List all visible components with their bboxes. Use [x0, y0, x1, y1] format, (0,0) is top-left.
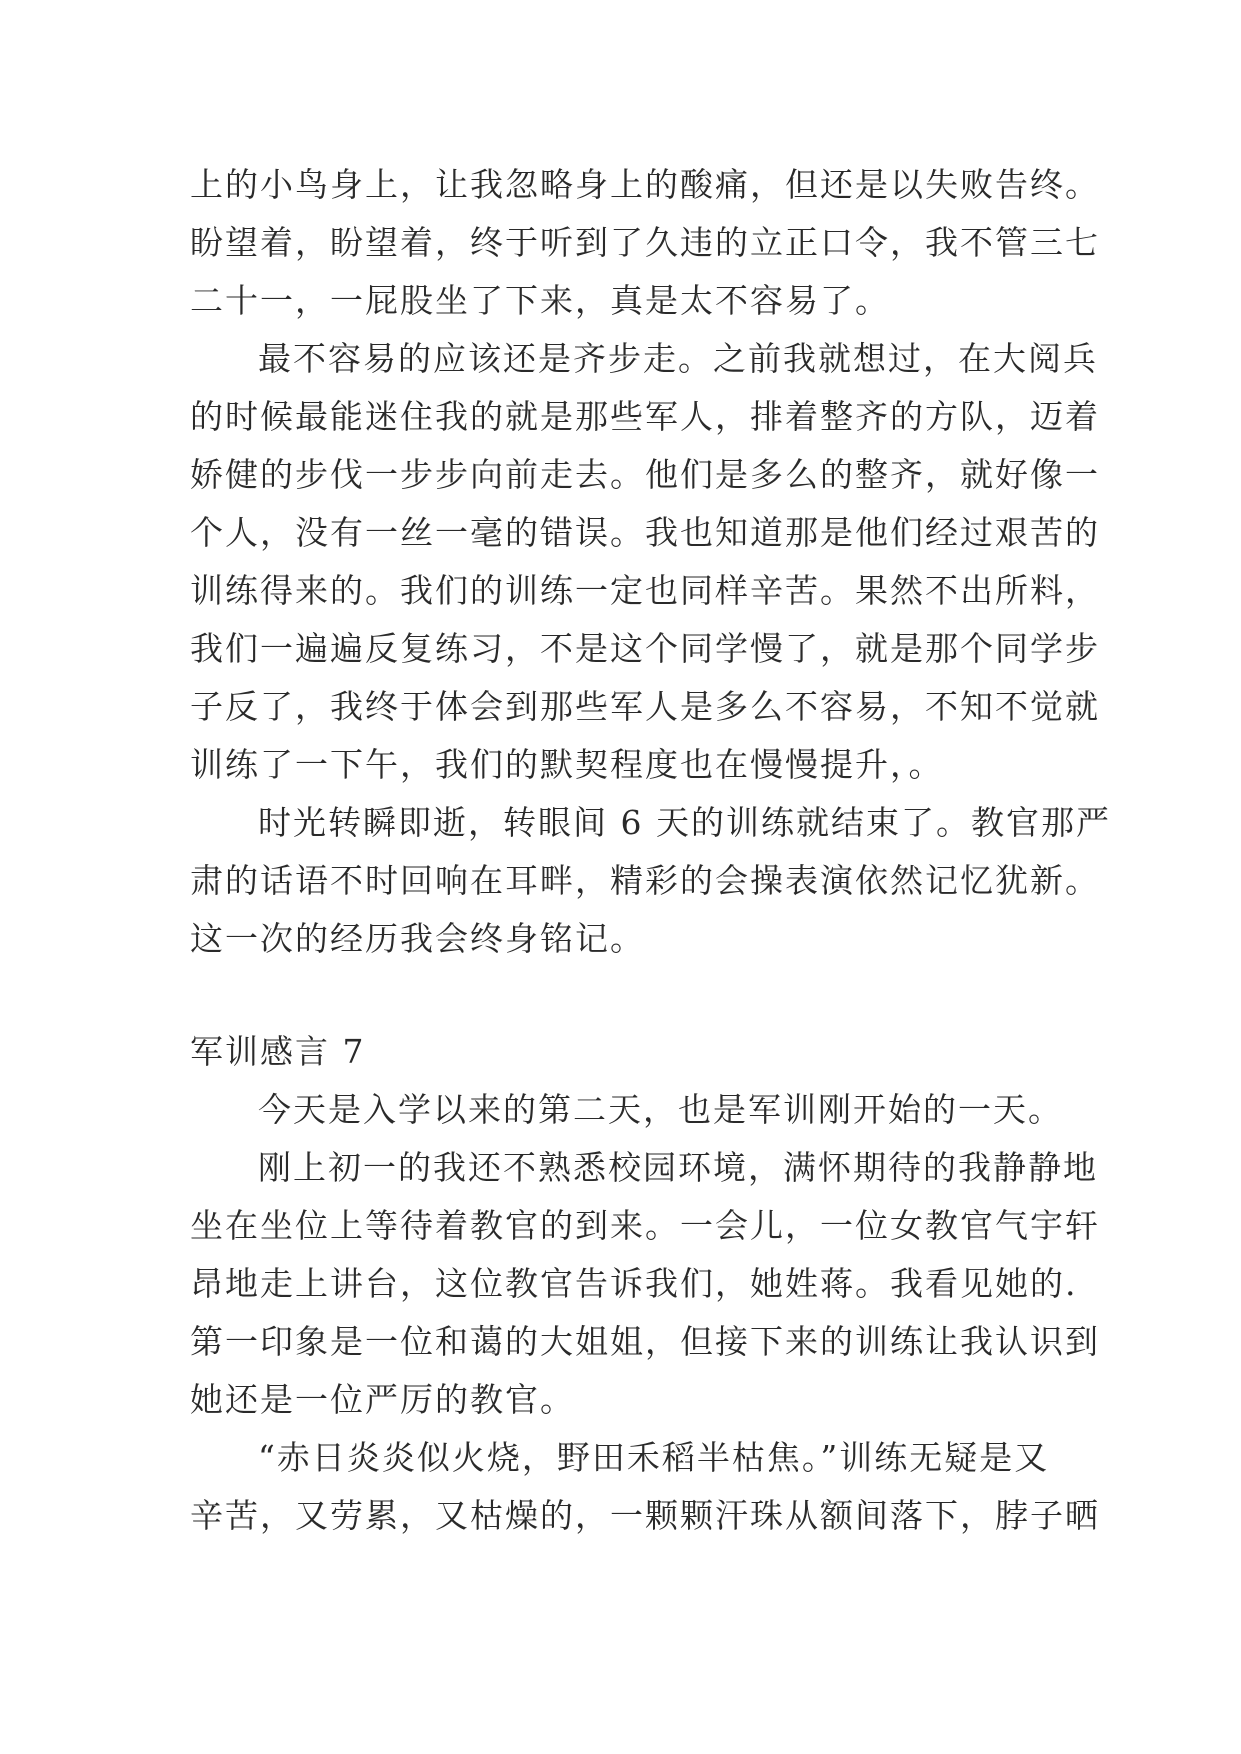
paragraph-line: 的时候最能迷住我的就是那些军人，排着整齐的方队，迈着: [190, 397, 1100, 436]
paragraph-line: 辛苦，又劳累，又枯燥的，一颗颗汗珠从额间落下，脖子晒: [190, 1496, 1100, 1535]
section-1-body: [190, 156, 1111, 968]
paragraph-line: 训练得来的。我们的训练一定也同样辛苦。果然不出所料，: [190, 571, 1100, 610]
section-heading: 军训感言 7: [190, 1032, 366, 1071]
paragraph-line: 昂地走上讲台，这位教官告诉我们，她姓蒋。我看见她的.: [190, 1264, 1078, 1303]
paragraph-line: 今天是入学以来的第二天，也是军训刚开始的一天。: [258, 1090, 1063, 1129]
paragraph-line: 我们一遍遍反复练习，不是这个同学慢了，就是那个同学步: [190, 629, 1100, 668]
section-2-body: [190, 1081, 1100, 1545]
paragraph-line: 坐在坐位上等待着教官的到来。一会儿，一位女教官气宇轩: [190, 1206, 1100, 1245]
paragraph-line: 肃的话语不时回响在耳畔，精彩的会操表演依然记忆犹新。: [190, 861, 1100, 900]
paragraph-line: “赤日炎炎似火烧，野田禾稻半枯焦。”训练无疑是又: [258, 1438, 1050, 1477]
paragraph-line: 上的小鸟身上，让我忽略身上的酸痛，但还是以失败告终。: [190, 165, 1100, 204]
paragraph-line: 娇健的步伐一步步向前走去。他们是多么的整齐，就好像一: [190, 455, 1100, 494]
paragraph-line: 子反了，我终于体会到那些军人是多么不容易，不知不觉就: [190, 687, 1100, 726]
paragraph-line: 时光转瞬即逝，转眼间 6 天的训练就结束了。教官那严: [258, 803, 1111, 842]
paragraph-line: 这一次的经历我会终身铭记。: [190, 919, 645, 958]
paragraph-line: 训练了一下午，我们的默契程度也在慢慢提升，。: [190, 745, 944, 784]
paragraph-line: 最不容易的应该还是齐步走。之前我就想过，在大阅兵: [258, 339, 1098, 378]
paragraph-line: 她还是一位严厉的教官。: [190, 1380, 575, 1419]
paragraph-line: 个人，没有一丝一毫的错误。我也知道那是他们经过艰苦的: [190, 513, 1100, 552]
paragraph-line: 盼望着，盼望着，终于听到了久违的立正口令，我不管三七: [190, 223, 1100, 262]
paragraph-line: 二十一，一屁股坐了下来，真是太不容易了。: [190, 281, 890, 320]
paragraph-line: 第一印象是一位和蔼的大姐姐，但接下来的训练让我认识到: [190, 1322, 1100, 1361]
paragraph-line: 刚上初一的我还不熟悉校园环境，满怀期待的我静静地: [258, 1148, 1098, 1187]
